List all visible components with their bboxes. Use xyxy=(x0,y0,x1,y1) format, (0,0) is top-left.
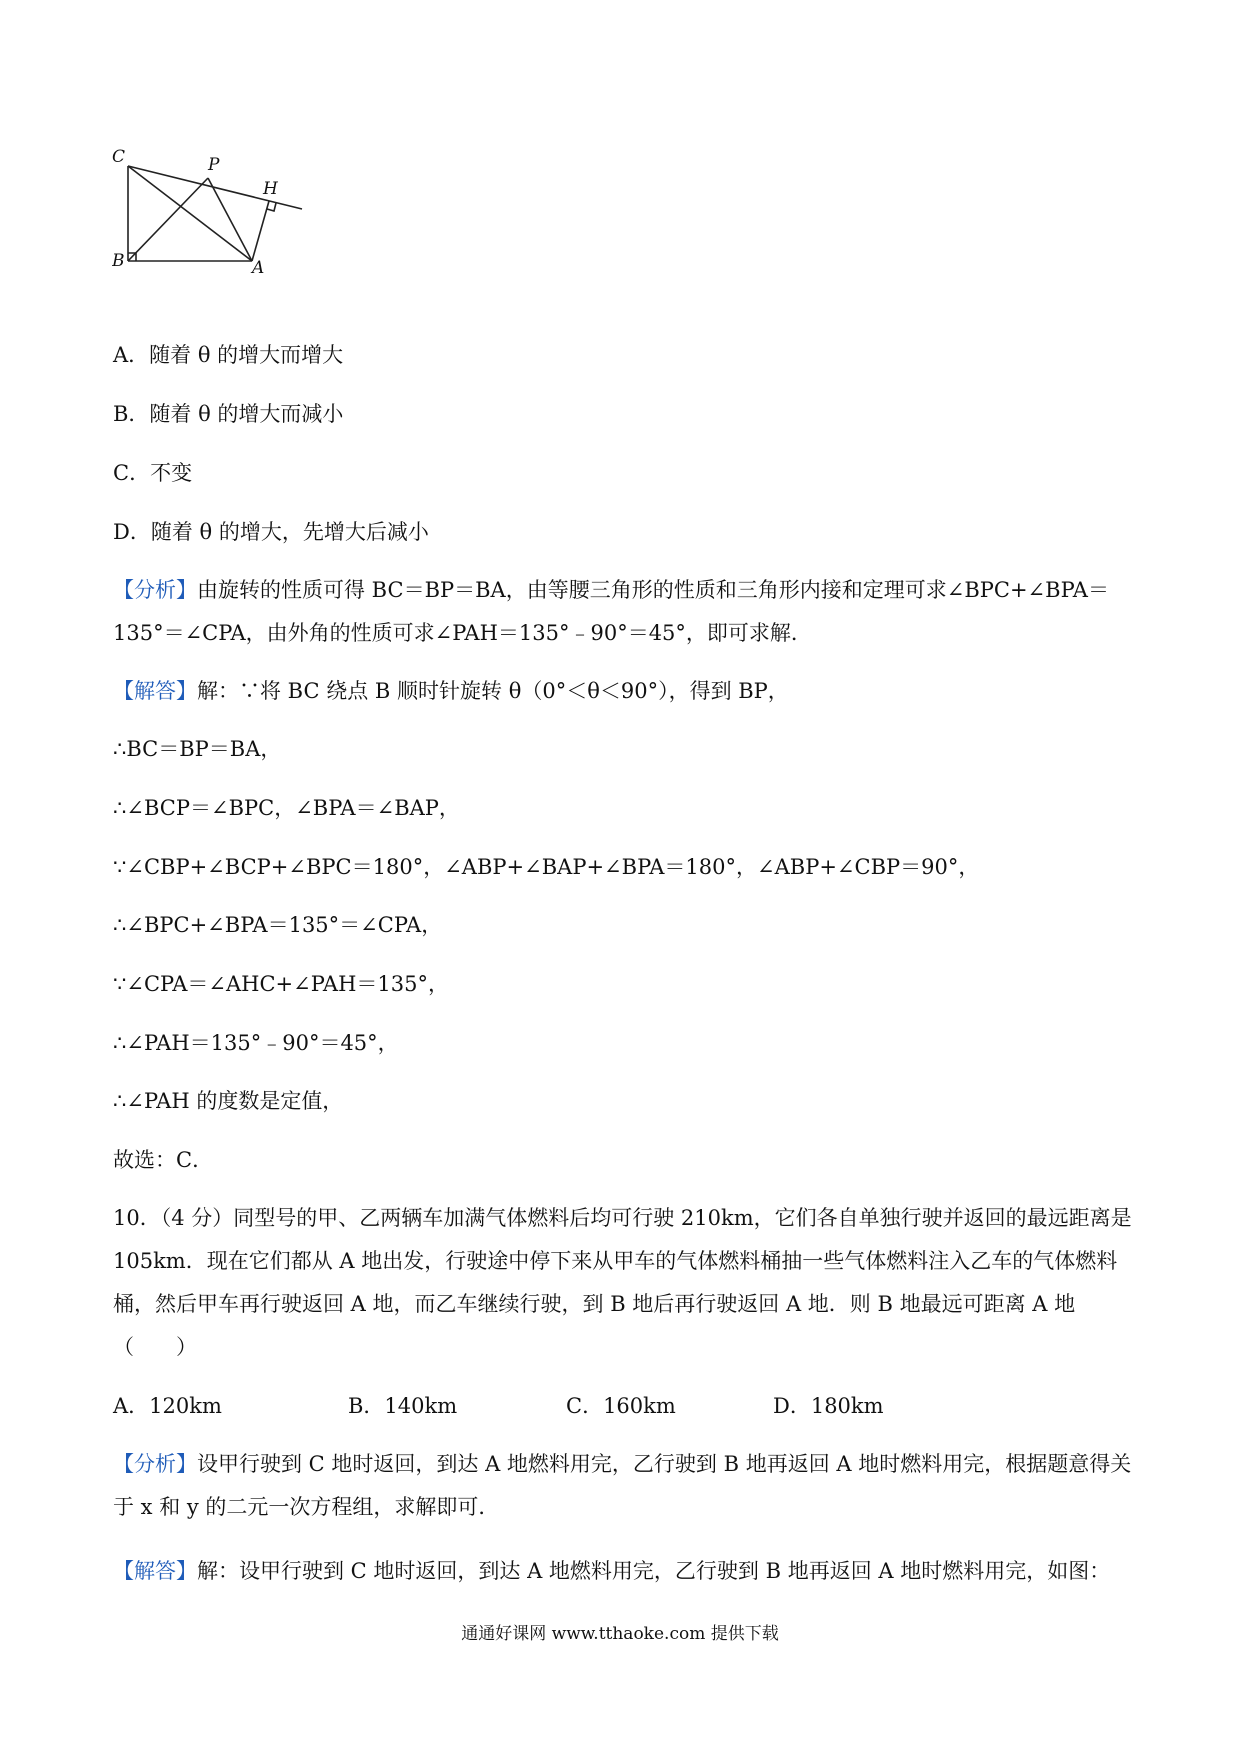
label-h: H xyxy=(263,179,278,199)
segment-bp xyxy=(128,178,208,261)
q9-option-c: C．不变 xyxy=(113,461,193,485)
q10-option-a: A．120km xyxy=(113,1394,222,1418)
q9-analysis xyxy=(113,569,1133,655)
q10-solution-tag: 【解答】 xyxy=(113,1559,197,1583)
q9-solution-line-9: 故选：C． xyxy=(113,1148,214,1172)
q10-stem: 10．（4 分）同型号的甲、乙两辆车加满气体燃料后均可行驶 210km，它们各自单独行驶并返回的最远距离是 105km．现在它们都从 A 地出发，行驶途中停下来从甲车的气体燃料桶抽一些气体燃料注入乙车的气体燃料桶，然后甲车再行驶返回 A 地，而乙车继续行驶，到 B 地后再行驶返回 A 地．则 B 地最远可距离 A 地（ ） xyxy=(113,1206,1132,1359)
q9-solution-line-3: ∴∠BCP＝∠BPC，∠BPA＝∠BAP， xyxy=(113,796,460,820)
q9-option-b: B．随着 θ 的增大而减小 xyxy=(113,402,344,426)
q10-solution-text: 解：设甲行驶到 C 地时返回，到达 A 地燃料用完，乙行驶到 B 地再返回 A 地时燃料用完，如图： xyxy=(197,1559,1111,1583)
q9-solution-line-6: ∵∠CPA＝∠AHC+∠PAH＝135°， xyxy=(113,972,449,996)
q10-option-c: C．160km xyxy=(566,1394,676,1418)
q10-option-d: D．180km xyxy=(773,1394,884,1418)
q9-option-d: D．随着 θ 的增大，先增大后减小 xyxy=(113,520,429,544)
q10-option-b: B．140km xyxy=(348,1394,458,1418)
label-c: C xyxy=(112,148,126,167)
q9-solution-line-7: ∴∠PAH＝135°﹣90°＝45°， xyxy=(113,1031,399,1055)
q10-analysis-text: 设甲行驶到 C 地时返回，到达 A 地燃料用完，乙行驶到 B 地再返回 A 地时燃料用完，根据题意得关于 x 和 y 的二元一次方程组，求解即可． xyxy=(113,1452,1132,1519)
q9-analysis-tag: 【分析】 xyxy=(113,578,197,602)
q10-analysis-tag: 【分析】 xyxy=(113,1452,197,1476)
label-b: B xyxy=(112,251,125,271)
q9-option-a: A．随着 θ 的增大而增大 xyxy=(113,343,344,367)
q10-analysis xyxy=(113,1443,1133,1529)
q9-solution-line-1 xyxy=(113,676,789,706)
q9-solution-line-8: ∴∠PAH 的度数是定值， xyxy=(113,1089,344,1113)
q9-solution-line-2: ∴BC＝BP＝BA， xyxy=(113,737,282,761)
q10-solution xyxy=(113,1550,1133,1593)
segment-ca xyxy=(128,166,252,261)
page-footer: 通通好课网 www.tthaoke.com 提供下载 xyxy=(461,1624,779,1644)
label-a: A xyxy=(252,258,265,278)
q9-solution-text-1: 解：∵将 BC 绕点 B 顺时针旋转 θ（0°＜θ＜90°），得到 BP， xyxy=(197,679,789,703)
segment-ah xyxy=(252,201,269,261)
geometry-figure xyxy=(112,148,342,308)
q9-analysis-text: 由旋转的性质可得 BC＝BP＝BA，由等腰三角形的性质和三角形内接和定理可求∠BPC+∠BPA＝135°＝∠CPA，由外角的性质可求∠PAH＝135°﹣90°＝45°，即可求解． xyxy=(113,578,1109,645)
q9-solution-line-5: ∴∠BPC+∠BPA＝135°＝∠CPA， xyxy=(113,913,443,937)
q9-solution-line-4: ∵∠CBP+∠BCP+∠BPC＝180°，∠ABP+∠BAP+∠BPA＝180°，∠ABP+∠CBP＝90°， xyxy=(113,855,980,879)
label-p: P xyxy=(208,155,220,175)
q9-solution-tag: 【解答】 xyxy=(113,679,197,703)
